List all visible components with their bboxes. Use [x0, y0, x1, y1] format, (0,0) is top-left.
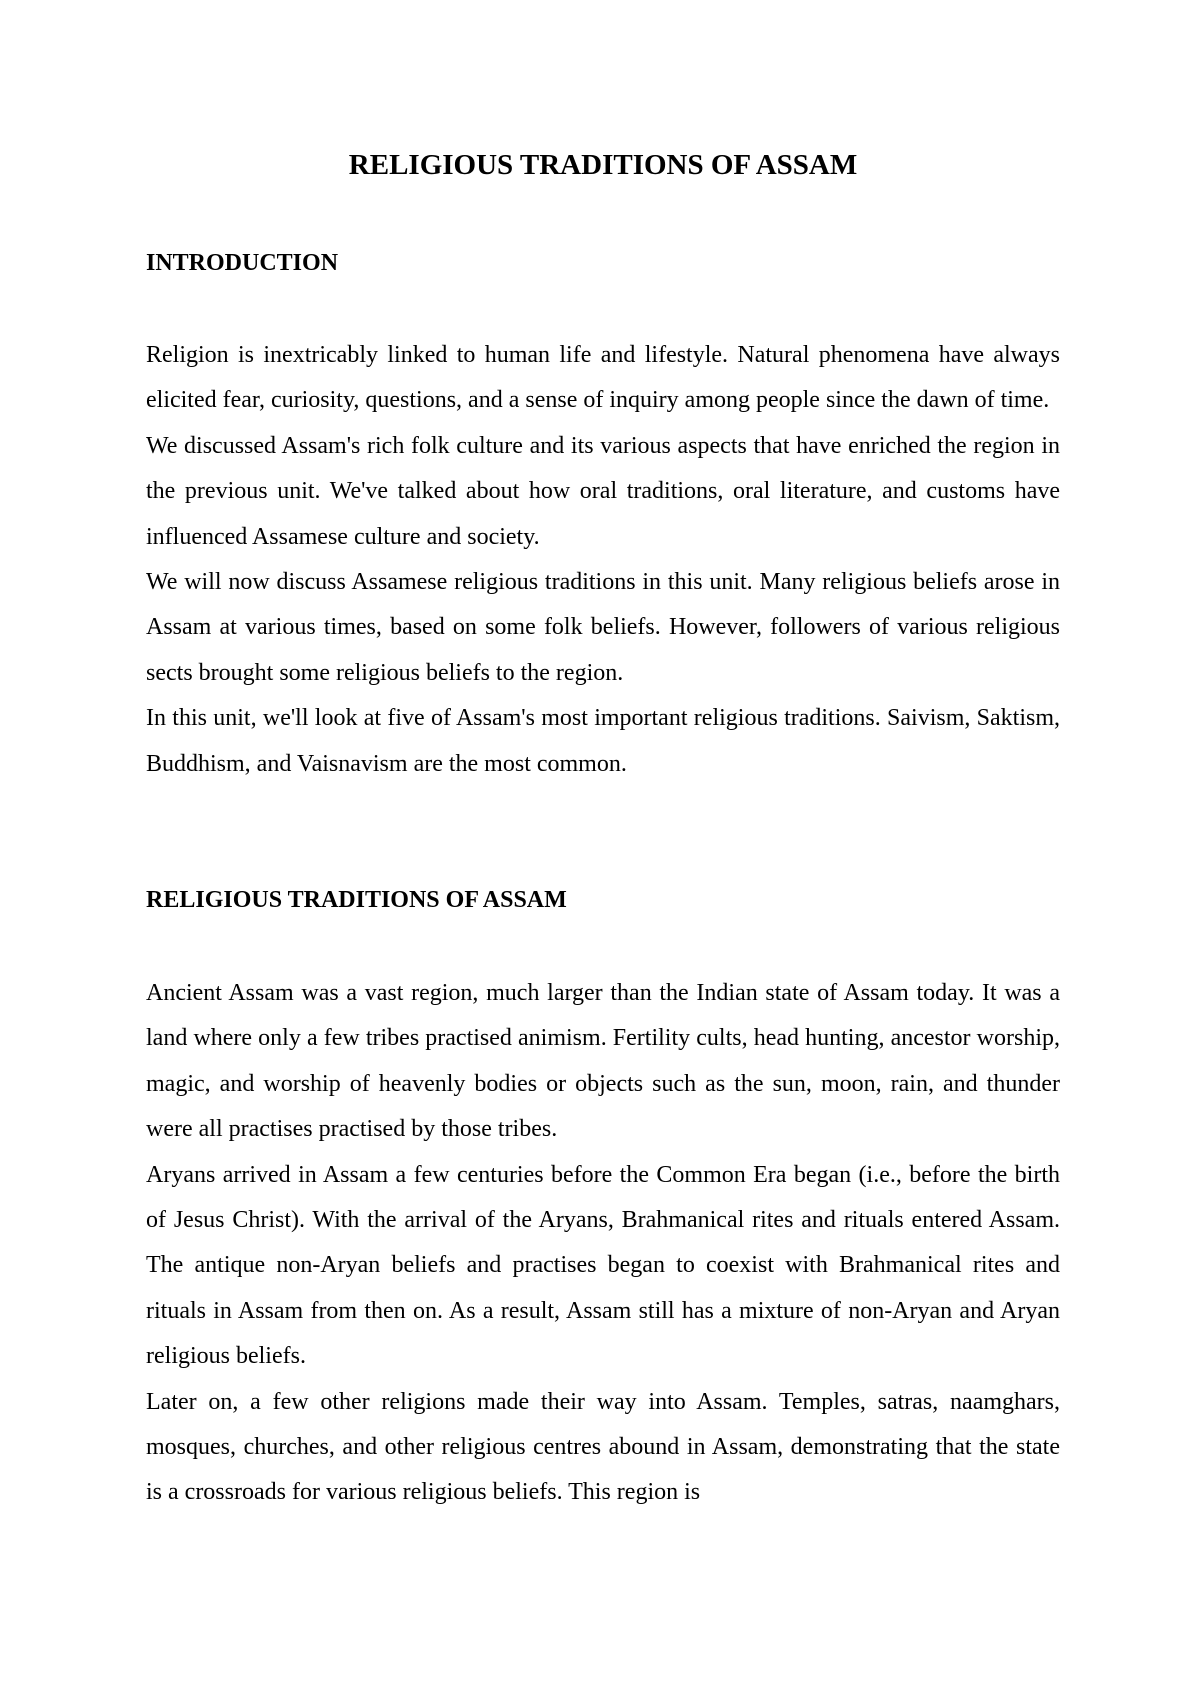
paragraph: We will now discuss Assamese religious traditions in this unit. Many religious beliefs arose in Assam at various times, based on some folk beliefs. However, followers of various religious sects brought some religious beliefs to the region. — [146, 569, 1060, 686]
document-title: RELIGIOUS TRADITIONS OF ASSAM — [348, 149, 858, 181]
paragraph: Religion is inextricably linked to human life and lifestyle. Natural phenomena have always elicited fear, curiosity, questions, and a sense of inquiry among people since the dawn of time. — [146, 342, 1060, 414]
section-introduction-body — [146, 333, 1060, 787]
paragraph: Later on, a few other religions made their way into Assam. Temples, satras, naamghars, mosques, churches, and other religious centres abound in Assam, demonstrating that the state is a crossroads for various religious beliefs. This region is — [146, 1388, 1060, 1506]
paragraph: Ancient Assam was a vast region, much larger than the Indian state of Assam today. It was a land where only a few tribes practised animism. Fertility cults, head hunting, ancestor worship, magic, and worship of heavenly bodies or objects such as the sun, moon, rain, and thunder were all practises practised by those tribes. — [146, 980, 1060, 1143]
paragraph: Aryans arrived in Assam a few centuries before the Common Era began (i.e., before the birth of Jesus Christ). With the arrival of the Aryans, Brahmanical rites and rituals entered Assam. The antique non-Aryan beliefs and practises began to coexist with Brahmanical rites and rituals in Assam from then on. As a result, Assam still has a mixture of non-Aryan and Aryan religious beliefs. — [146, 1161, 1060, 1370]
section-heading-introduction: INTRODUCTION — [146, 250, 339, 276]
paragraph: In this unit, we'll look at five of Assam's most important religious traditions. Saivism, Saktism, Buddhism, and Vaisnavism are the most common. — [146, 705, 1060, 777]
section-religious-traditions-body — [146, 971, 1060, 1516]
section-heading-religious-traditions: RELIGIOUS TRADITIONS OF ASSAM — [146, 887, 567, 913]
paragraph: We discussed Assam's rich folk culture and its various aspects that have enriched the region in the previous unit. We've talked about how oral traditions, oral literature, and customs have influenced Assamese culture and society. — [146, 432, 1060, 550]
